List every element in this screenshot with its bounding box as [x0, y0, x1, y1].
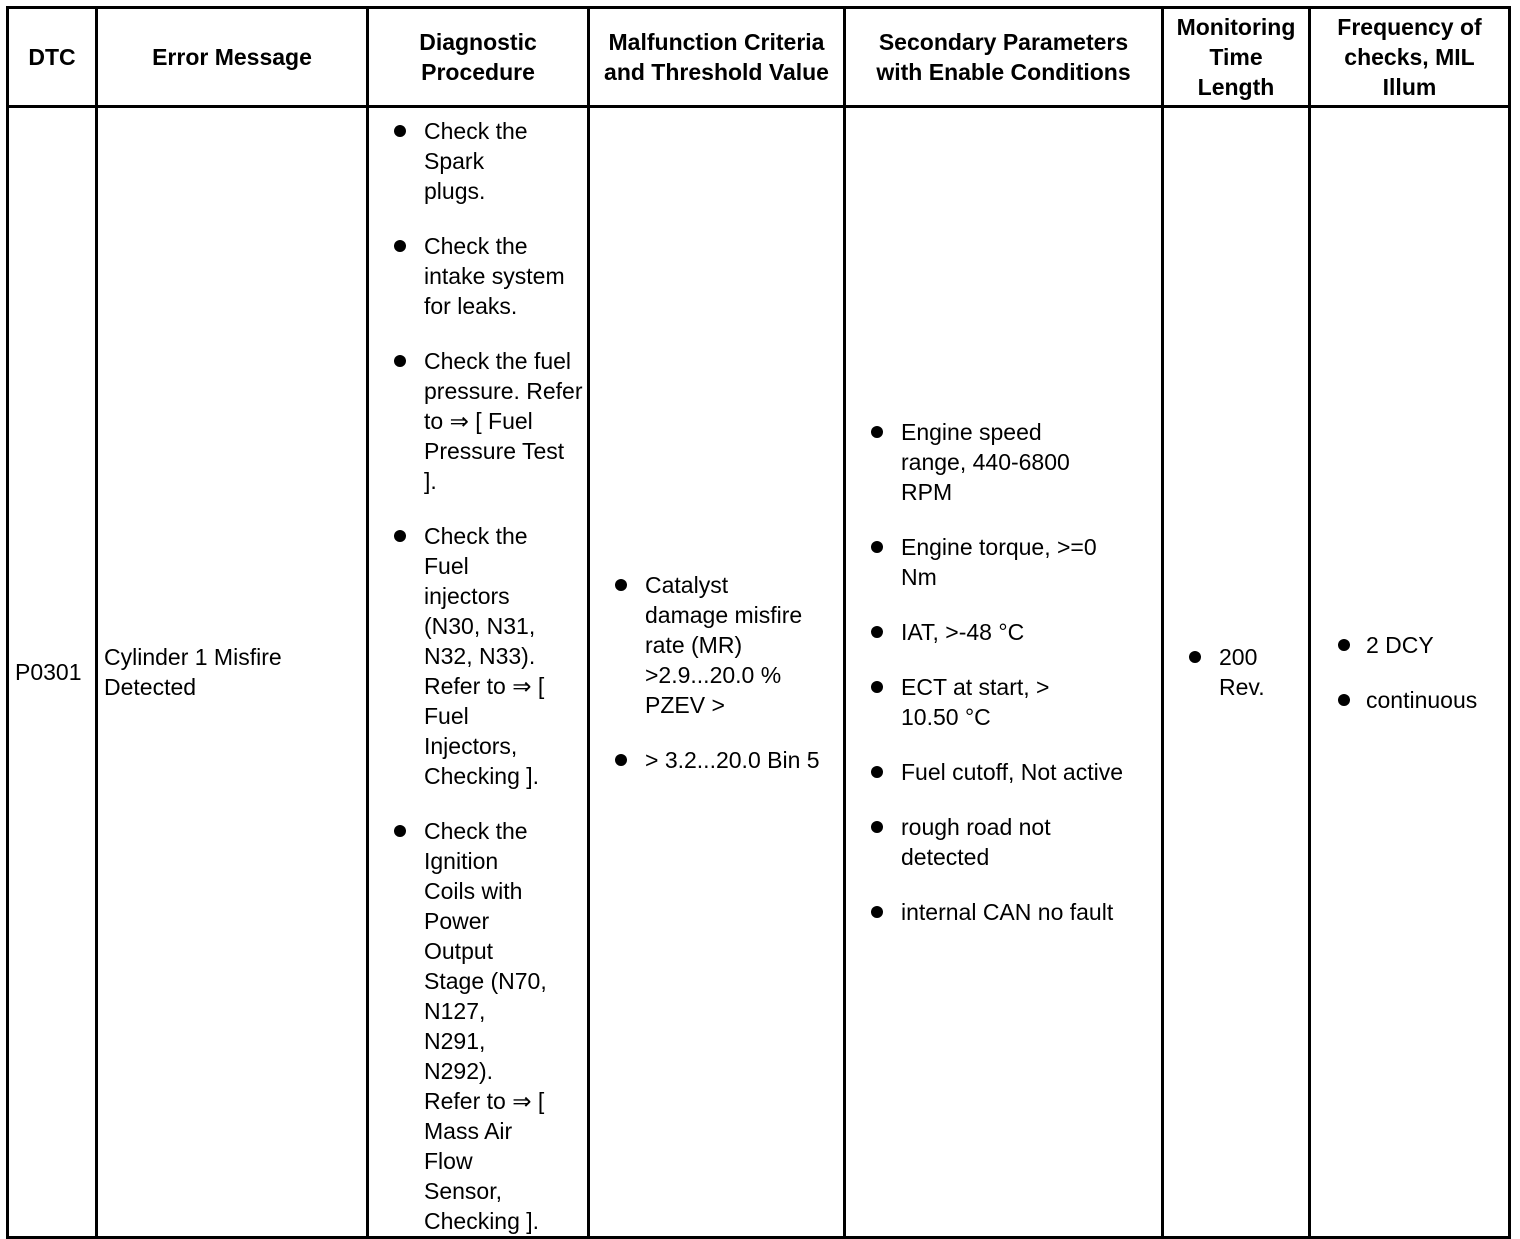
monitoring-time-value: 200 Rev. — [1185, 642, 1269, 702]
cell-diagnostic-procedure — [368, 107, 589, 1238]
monitoring-time-list — [1185, 642, 1308, 702]
cell-secondary-parameters — [845, 107, 1163, 1238]
dtc-table — [6, 6, 1511, 1239]
header-secondary-parameters — [845, 8, 1163, 107]
secondary-parameter: Fuel cutoff, Not active — [867, 757, 1155, 787]
header-frequency-text: Frequency of checks, MIL Illum — [1337, 14, 1482, 100]
header-row — [8, 8, 1510, 107]
malfunction-criteria-list — [611, 570, 837, 775]
diagnostic-step: Check the intake system for leaks. — [390, 231, 583, 321]
header-secondary-parameters-text: Secondary Parameters with Enable Conditions — [876, 29, 1131, 85]
diagnostic-step: Check the Spark plugs. — [390, 116, 550, 206]
header-malfunction-criteria: Malfunction Criteria and Threshold Value — [589, 8, 845, 107]
error-message-text: Cylinder 1 Misfire Detected — [104, 644, 282, 700]
cell-dtc: P0301 — [8, 107, 97, 1238]
cell-error-message — [97, 107, 368, 1238]
secondary-parameter: rough road not detected — [867, 812, 1061, 872]
frequency-list — [1334, 630, 1508, 715]
cell-monitoring-time — [1163, 107, 1310, 1238]
diagnostic-step: Check the fuel pressure. Refer to ⇒ [ Fuel Pressure Test ]. — [390, 346, 583, 496]
secondary-parameter: ECT at start, > 10.50 °C — [867, 672, 1101, 732]
header-frequency — [1310, 8, 1510, 107]
cell-malfunction-criteria — [589, 107, 845, 1238]
frequency-value: 2 DCY — [1334, 630, 1508, 660]
secondary-parameter: Engine torque, >=0 Nm — [867, 532, 1101, 592]
header-diagnostic-procedure-text: Diagnostic Procedure — [419, 29, 537, 85]
cell-frequency — [1310, 107, 1510, 1238]
header-diagnostic-procedure — [368, 8, 589, 107]
frequency-value: continuous — [1334, 685, 1508, 715]
secondary-parameter: Engine speed range, 440-6800 RPM — [867, 417, 1101, 507]
header-monitoring-time-text: Monitoring Time Length — [1176, 14, 1296, 100]
diagnostic-step: Check the Fuel injectors (N30, N31, N32, N33). Refer to ⇒ [ Fuel Injectors, Checking ]. — [390, 521, 550, 791]
table-row — [8, 107, 1510, 1238]
secondary-parameter: internal CAN no fault — [867, 897, 1155, 927]
header-dtc: DTC — [8, 8, 97, 107]
secondary-parameter: IAT, >-48 °C — [867, 617, 1155, 647]
header-monitoring-time — [1163, 8, 1310, 107]
diagnostic-step: Check the Ignition Coils with Power Output Stage (N70, N127, N291, N292). Refer to ⇒ [ Mass Air Flow Sensor, Checking ]. — [390, 816, 550, 1236]
diagnostic-procedure-list — [390, 116, 583, 1236]
header-error-message: Error Message — [97, 8, 368, 107]
malfunction-criterion: Catalyst damage misfire rate (MR) >2.9...20.0 % PZEV > — [611, 570, 803, 720]
secondary-parameters-list — [867, 417, 1155, 927]
malfunction-criterion: > 3.2...20.0 Bin 5 — [611, 745, 837, 775]
